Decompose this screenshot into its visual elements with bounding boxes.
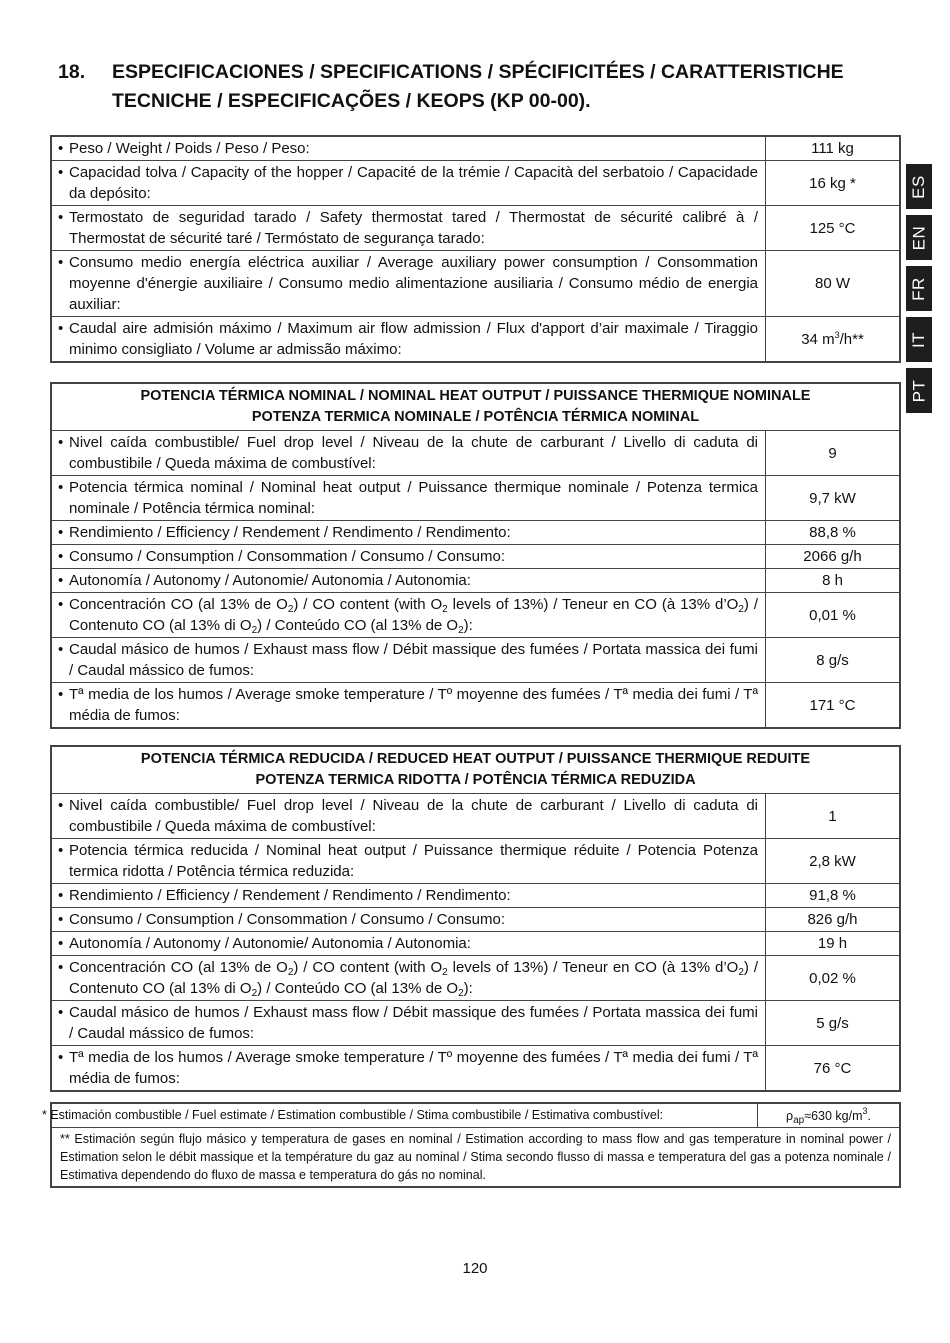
- spec-value: 5 g/s: [766, 1001, 901, 1046]
- table-row: [51, 317, 900, 363]
- spec-value: 91,8 %: [766, 884, 901, 908]
- spec-label: • Caudal másico de humos / Exhaust mass flow / Débit massique des fumées / Portata massica dei fumi / Caudal mássico de fumos:: [51, 1001, 766, 1046]
- spec-value: 76 °C: [766, 1046, 901, 1092]
- language-tab-fr[interactable]: [906, 266, 932, 311]
- table-header-row: [51, 746, 900, 794]
- spec-value: 9,7 kW: [766, 476, 901, 521]
- table-row: [51, 593, 900, 638]
- spec-value: 19 h: [766, 932, 901, 956]
- spec-label: • Rendimiento / Efficiency / Rendement / Rendimento / Rendimento:: [51, 521, 766, 545]
- section-heading: [58, 58, 908, 116]
- reduced-output-table: [50, 745, 901, 1092]
- table-row: [51, 932, 900, 956]
- spec-value: 16 kg *: [766, 161, 901, 206]
- language-tab-it[interactable]: [906, 317, 932, 362]
- table-header-row: [51, 383, 900, 431]
- table-row: [51, 569, 900, 593]
- spec-value: 8 h: [766, 569, 901, 593]
- spec-label: • Autonomía / Autonomy / Autonomie/ Autonomia / Autonomia:: [51, 569, 766, 593]
- spec-value: 9: [766, 431, 901, 476]
- table-row: [51, 1128, 900, 1188]
- spec-label: • Consumo medio energía eléctrica auxiliar / Average auxiliary power consumption / Consommation moyenne d'énergie auxiliaire / Consumo medio alimentazione ausiliaria / Consumo médio de energia auxiliar:: [51, 251, 766, 317]
- spec-value: 1: [766, 794, 901, 839]
- table-row: [51, 956, 900, 1001]
- section-number: 18.: [58, 61, 86, 83]
- spec-label: • Potencia térmica nominal / Nominal heat output / Puissance thermique nominale / Potenza termica nominale / Potência térmica nominal:: [51, 476, 766, 521]
- spec-label: • Capacidad tolva / Capacity of the hopper / Capacité de la trémie / Capacità del serbatoio / Capacidade da depósito:: [51, 161, 766, 206]
- table-row: [51, 839, 900, 884]
- page-number: 120: [462, 1260, 488, 1277]
- spec-value: 2066 g/h: [766, 545, 901, 569]
- language-tab-label: EN: [909, 225, 928, 250]
- spec-label: • Caudal aire admisión máximo / Maximum air flow admission / Flux d'apport d’air maximale / Tiraggio minimo consigliato / Volume ar admissão máximo:: [51, 317, 766, 363]
- header-line: POTENCIA TÉRMICA NOMINAL / NOMINAL HEAT OUTPUT / PUISSANCE THERMIQUE NOMINALE: [140, 388, 811, 404]
- spec-label: • Nivel caída combustible/ Fuel drop level / Niveau de la chute de carburant / Livello di caduta di combustibile / Queda máxima de combustível:: [51, 794, 766, 839]
- table-row: [51, 431, 900, 476]
- language-tab-label: ES: [909, 174, 928, 199]
- table-row: [51, 251, 900, 317]
- notes-table: [42, 1102, 901, 1188]
- spec-value: 125 °C: [766, 206, 901, 251]
- spec-value: 80 W: [766, 251, 901, 317]
- spec-label: • Caudal másico de humos / Exhaust mass flow / Débit massique des fumées / Portata massica dei fumi / Caudal mássico de fumos:: [51, 638, 766, 683]
- spec-label: • Concentración CO (al 13% de $O_2$) / CO content (with $O_2$ levels of 13%) / Teneur en CO (à 13% $d’O_2$) / Contenuto CO (al 13% di $O_2$) / Conteúdo CO (al 13% de $O_2$):: [51, 956, 766, 1001]
- table-row: [51, 1046, 900, 1092]
- spec-value: 34 $m^3/h**$: [766, 317, 901, 363]
- flow-estimate-note: ** Estimación según flujo másico y temperatura de gases en nominal / Estimation according to mass flow and gas temperature in nominal power / Estimation selon le débit massique et la température du gaz au nominal / Stima secondo flusso di massa e temperatura del gas a potenza nominale / Estimativa dependendo do fluxo de massa e temperatura do gás no nominal.: [51, 1128, 900, 1188]
- spec-label: • Peso / Weight / Poids / Peso / Peso:: [51, 136, 766, 161]
- spec-label: • Autonomía / Autonomy / Autonomie/ Autonomia / Autonomia:: [51, 932, 766, 956]
- spec-value: 2,8 kW: [766, 839, 901, 884]
- table-row: [51, 545, 900, 569]
- table-row: [51, 136, 900, 161]
- table-row: [51, 908, 900, 932]
- table-header: [51, 383, 900, 431]
- language-tab-label: IT: [908, 331, 928, 348]
- section-title: ESPECIFICACIONES / SPECIFICATIONS / SPÉCIFICITÉES / CARATTERISTICHE TECNICHE / ESPECIFICAÇÕES / KEOPS (KP 00-00).: [112, 61, 844, 112]
- spec-value: 0,01 %: [766, 593, 901, 638]
- spec-value: 8 g/s: [766, 638, 901, 683]
- header-line: POTENCIA TÉRMICA REDUCIDA / REDUCED HEAT OUTPUT / PUISSANCE THERMIQUE REDUITE: [140, 751, 811, 767]
- nominal-output-table: [50, 382, 901, 729]
- spec-value: 171 °C: [766, 683, 901, 729]
- header-line: POTENZA TERMICA RIDOTTA / POTÊNCIA TÉRMICA REDUZIDA: [255, 772, 696, 788]
- table-row: [51, 638, 900, 683]
- header-line: POTENZA TERMICA NOMINALE / POTÊNCIA TÉRMICA NOMINAL: [251, 409, 700, 425]
- general-specs-table: [50, 135, 901, 363]
- spec-label: • Consumo / Consumption / Consommation / Consumo / Consumo:: [51, 545, 766, 569]
- spec-label: • Tª media de los humos / Average smoke temperature / Tº moyenne des fumées / Tª media dei fumi / Tª média de fumos:: [51, 1046, 766, 1092]
- fuel-estimate-note: * Estimación combustible / Fuel estimate / Estimation combustible / Stima combustibile / Estimativa combustível:: [51, 1103, 758, 1128]
- language-tab-pt[interactable]: [906, 368, 932, 413]
- table-row: [51, 521, 900, 545]
- language-tab-es[interactable]: [906, 164, 932, 209]
- spec-label: • Consumo / Consumption / Consommation / Consumo / Consumo:: [51, 908, 766, 932]
- spec-label: • Termostato de seguridad tarado / Safety thermostat tared / Thermostat de sécurité calibré à / Thermostat de sécurité taré / Termóstato de segurança tarado:: [51, 206, 766, 251]
- table-header: [51, 746, 900, 794]
- table-row: [51, 794, 900, 839]
- spec-label: • Concentración CO (al 13% de $O_2$) / CO content (with $O_2$ levels of 13%) / Teneur en CO (à 13% $d’O_2$) / Contenuto CO (al 13% di $O_2$) / Conteúdo CO (al 13% de $O_2$):: [51, 593, 766, 638]
- table-row: [51, 161, 900, 206]
- table-row: [51, 884, 900, 908]
- spec-value: 0,02 %: [766, 956, 901, 1001]
- table-row: [51, 683, 900, 729]
- table-row: [51, 206, 900, 251]
- table-row: [51, 1001, 900, 1046]
- spec-value: 88,8 %: [766, 521, 901, 545]
- spec-label: • Tª media de los humos / Average smoke temperature / Tº moyenne des fumées / Tª media dei fumi / Tª média de fumos:: [51, 683, 766, 729]
- table-row: [51, 476, 900, 521]
- language-tab-label: PT: [908, 379, 928, 402]
- language-tab-en[interactable]: [906, 215, 932, 260]
- spec-label: • Nivel caída combustible/ Fuel drop level / Niveau de la chute de carburant / Livello di caduta di combustibile / Queda máxima de combustível:: [51, 431, 766, 476]
- language-tab-label: FR: [908, 276, 928, 301]
- table-row: [51, 1103, 900, 1128]
- spec-value: 111 kg: [766, 136, 901, 161]
- density-value: $\rho_{ap}\approx 630$ $kg/m^3$.: [758, 1103, 901, 1128]
- spec-label: • Rendimiento / Efficiency / Rendement / Rendimento / Rendimento:: [51, 884, 766, 908]
- spec-value: 826 g/h: [766, 908, 901, 932]
- spec-label: • Potencia térmica reducida / Nominal heat output / Puissance thermique réduite / Potencia Potenza termica ridotta / Potência térmica reduzida:: [51, 839, 766, 884]
